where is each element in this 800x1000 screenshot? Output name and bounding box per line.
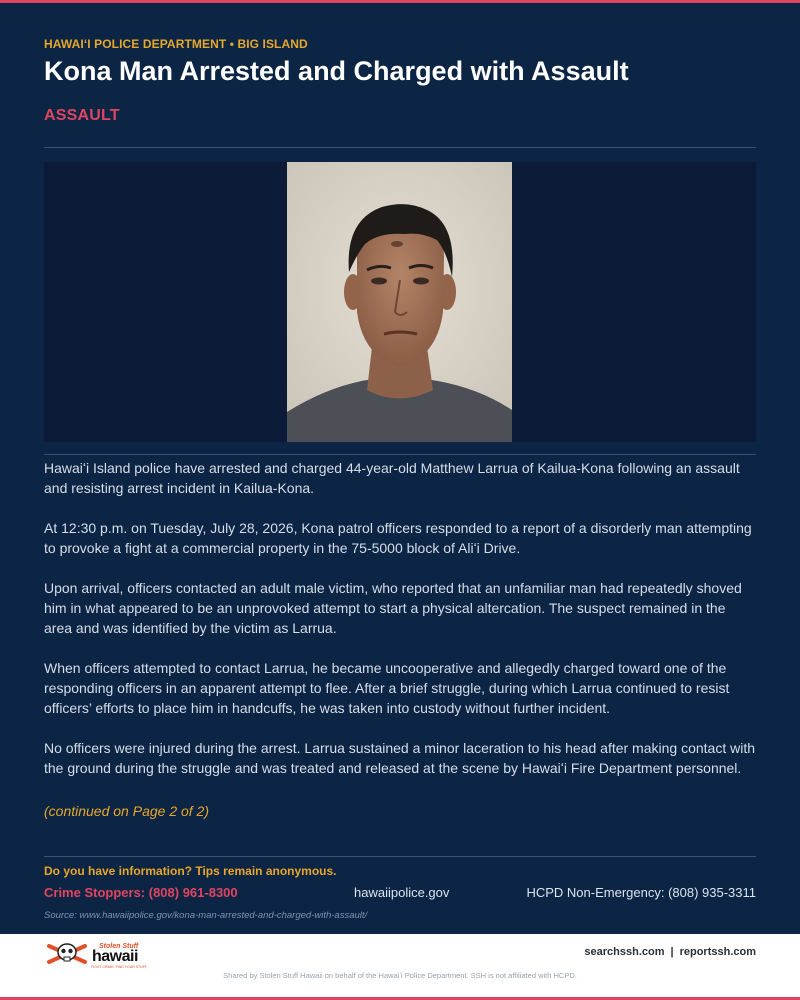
search-ssh-link[interactable]: searchssh.com [584,946,665,958]
report-ssh-link[interactable]: reportssh.com [679,946,756,958]
photo-frame [44,162,756,442]
non-emergency-phone[interactable]: HCPD Non-Emergency: (808) 935-3311 [526,885,756,900]
paragraph: When officers attempted to contact Larrua, he became uncooperative and allegedly charged toward one of the responding officers in an apparent attempt to flee. After a brief struggle, during which Larrua continued to resist officers’ efforts to place him in handcuffs, he was taken into custody without further incident. [44,660,730,716]
paragraph: Upon arrival, officers contacted an adult male victim, who reported that an unfamiliar man had repeatedly shoved him in what appeared to be an unprovoked attempt to start a physical altercation. The suspect remained in the area and was identified by the victim as Larrua. [44,580,742,636]
paragraph: At 12:30 p.m. on Tuesday, July 28, 2026, Kona patrol officers responded to a report of a disorderly man attempting to provoke a fight at a commercial property in the 75-5000 block of Aliʻi Drive. [44,520,752,556]
divider [44,147,756,148]
stolen-stuff-hawaii-logo[interactable] [47,940,152,969]
article-body [44,458,756,798]
paragraph: Hawaiʻi Island police have arrested and charged 44-year-old Matthew Larrua of Kailua-Kona following an assault and resisting arrest incident in Kailua-Kona. [44,460,740,496]
crime-stoppers-phone[interactable]: Crime Stoppers: (808) 961-8300 [44,885,238,900]
logo-tagline: FIGHT CRIME. FIND YOUR STUFF. [91,965,148,969]
department-kicker: HAWAIʻI POLICE DEPARTMENT • BIG ISLAND [44,37,308,51]
logo-text: Stolen Stuff [99,943,139,950]
divider [44,454,756,455]
footer [0,934,800,997]
divider [44,856,756,857]
category-label: ASSAULT [44,107,120,124]
skull-crossbones-icon [47,940,89,966]
paragraph: No officers were injured during the arrest. Larrua sustained a minor laceration to his head after making contact with the ground during the struggle and was treated and released at the scene by Hawaiʻi Fire Department personnel. [44,740,755,776]
contact-row [44,885,756,903]
website-link[interactable]: hawaiipolice.gov [354,885,450,900]
continued-note: (continued on Page 2 of 2) [44,803,210,819]
mugshot-photo [287,162,512,442]
footer-links [584,946,756,958]
tips-heading: Do you have information? Tips remain anonymous. [44,864,337,878]
top-accent-bar [0,0,800,3]
disclaimer: Shared by Stolen Stuff Hawaii on behalf of the Hawaiʻi Police Department. SSH is not affiliated with HCPD. [223,971,577,980]
logo-text: hawaii [92,948,138,965]
source-link[interactable]: Source: www.hawaiipolice.gov/kona-man-arrested-and-charged-with-assault/ [44,910,368,921]
link-separator: | [670,946,674,958]
page-title: Kona Man Arrested and Charged with Assault [44,56,629,86]
